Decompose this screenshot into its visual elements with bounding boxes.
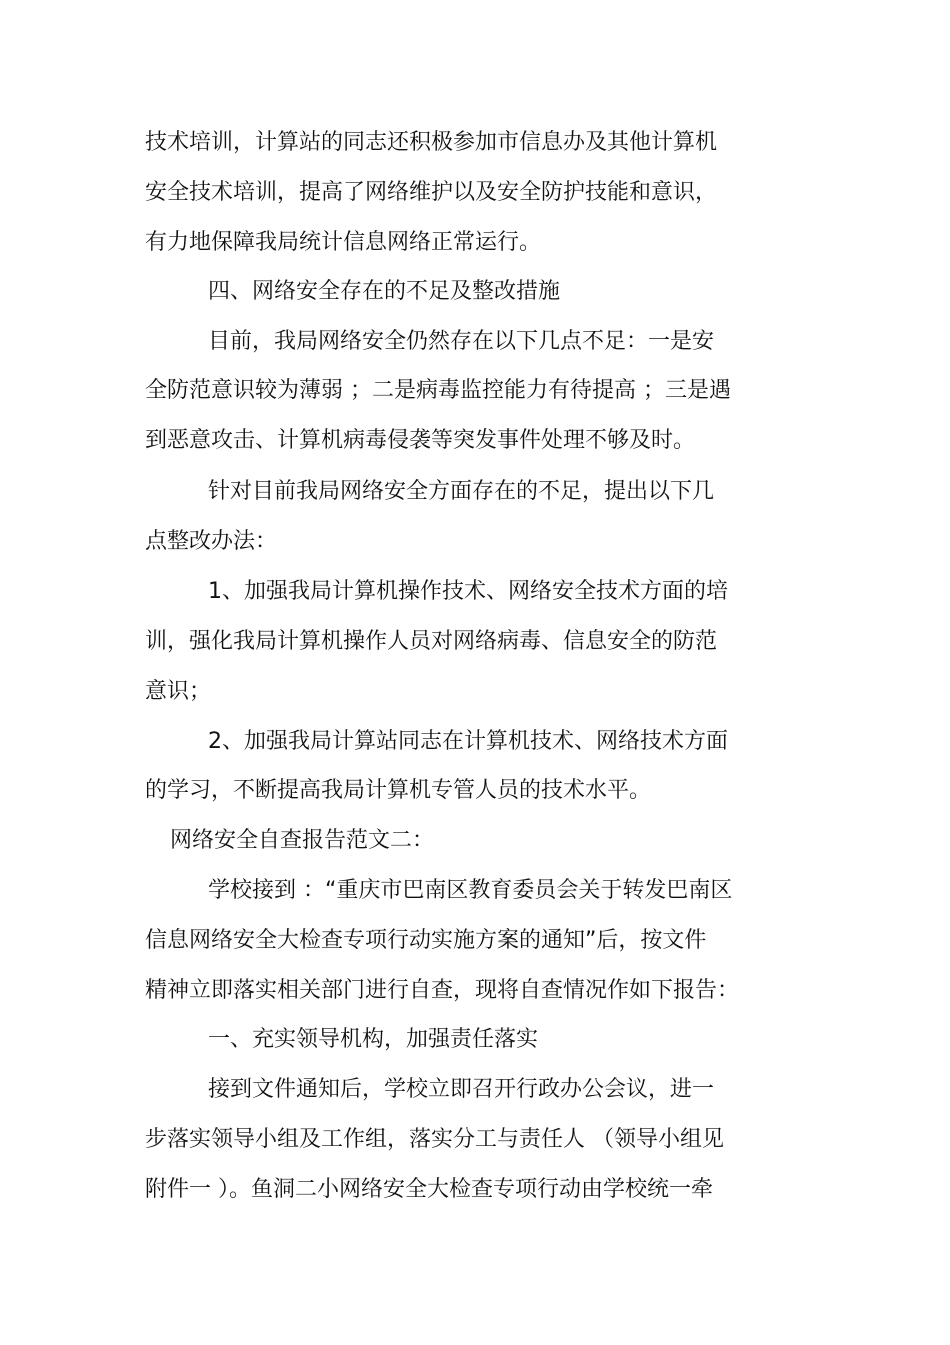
text-line: 学校接到 ：“重庆市巴南区教育委员会关于转发巴南区 [208,878,733,903]
section-title: 网络安全自查报告范文二： [170,828,435,853]
text-line: 接到文件通知后，学校立即召开行政办公会议，进一 [208,1077,715,1102]
list-item: 1、加强我局计算机操作技术、网络安全技术方面的培 [208,579,728,604]
text-line: 目前，我局网络安全仍然存在以下几点不足：一是安 [208,329,715,354]
text-line: 附件一 ）。鱼洞二小网络安全大检查专项行动由学校统一牵 [145,1177,713,1202]
text-line: 到恶意攻击、计算机病毒侵袭等突发事件处理不够及时。 [145,428,696,453]
text-line: 的学习，不断提高我局计算机专管人员的技术水平。 [145,778,652,803]
text-line: 信息网络安全大检查专项行动实施方案的通知”后，按文件 [145,928,707,953]
text-line: 技术培训，计算站的同志还积极参加市信息办及其他计算机 [145,130,718,155]
text-line: 意识； [145,679,212,704]
text-line: 针对目前我局网络安全方面存在的不足，提出以下几 [208,479,715,504]
text-line: 安全技术培训，提高了网络维护以及安全防护技能和意识， [145,180,718,205]
text-line: 有力地保障我局统计信息网络正常运行。 [145,230,542,255]
section-heading: 四、网络安全存在的不足及整改措施 [208,279,561,304]
text-line: 精神立即落实相关部门进行自查，现将自查情况作如下报告： [145,978,740,1003]
text-line: 点整改办法： [145,529,278,554]
text-line: 训，强化我局计算机操作人员对网络病毒、信息安全的防范 [145,629,718,654]
text-line: 全防范意识较为薄弱 ；二是病毒监控能力有待提高 ；三是遇 [145,378,731,403]
list-item: 2、加强我局计算站同志在计算机技术、网络技术方面 [208,729,728,754]
text-line: 步落实领导小组及工作组，落实分工与责任人 （领导小组见 [145,1127,724,1152]
section-heading: 一、充实领导机构，加强责任落实 [208,1027,539,1052]
